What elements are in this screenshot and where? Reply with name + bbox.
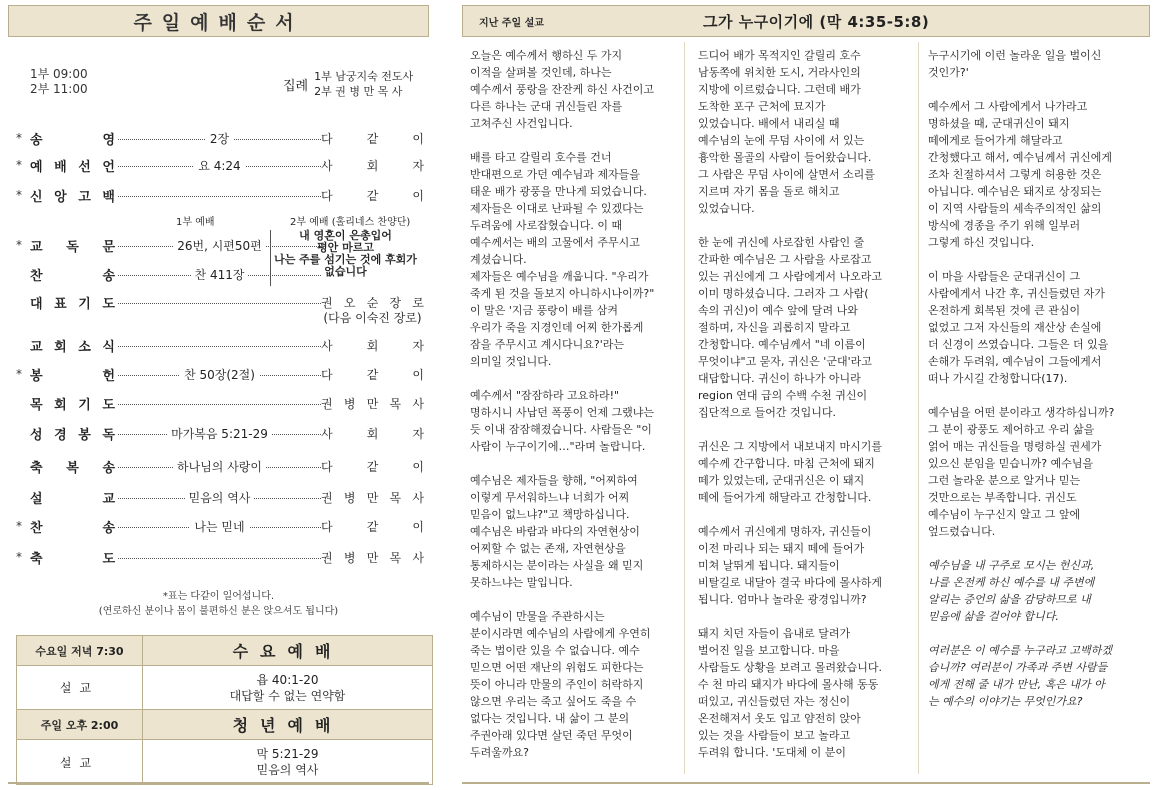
sermon-line: 누구시기에 이런 놀라운 일을 벌이신 xyxy=(928,49,1102,62)
sermon-line: 예수님이 만물을 주관하시는 xyxy=(470,610,605,623)
order-item-label: 축 복 송 xyxy=(30,460,116,476)
order-item xyxy=(8,487,429,507)
worship-order-panel xyxy=(8,5,429,782)
order-item-label: 축 도 xyxy=(30,551,116,567)
order-item-label: 신 앙 고 백 xyxy=(30,189,116,205)
wednesday-sermon-label: 설교 xyxy=(17,666,143,709)
order-item-detail: 2장 xyxy=(206,132,233,146)
second-service-subheader: 2부 예배 (홀리네스 찬양단) xyxy=(290,217,411,228)
sermon-line: 떠나 가시길 간청합니다(17). xyxy=(928,372,1068,385)
sermon-line: 두려워 합니다. '도대체 이 분이 xyxy=(698,746,847,759)
wednesday-title: 수요예배 xyxy=(232,642,343,661)
sermon-line: 태운 배가 광풍을 만나게 되었습니다. xyxy=(470,185,647,198)
sermon-line: 대답합니다. 귀신이 하나가 아니라 xyxy=(698,372,861,385)
order-item xyxy=(8,423,429,443)
sermon-line: 무엇이냐"고 묻자, 귀신은 '군대'라고 xyxy=(698,355,872,368)
sermon-line: 믿음이 없느냐?"고 책망하십니다. xyxy=(470,508,630,521)
order-item xyxy=(8,185,429,205)
youth-sermon-text: 막 5:21-29 xyxy=(256,747,319,761)
sermon-line: 방식에 경종을 주기 위해 일부러 xyxy=(928,219,1081,232)
sermon-line: 분이시라면 예수님의 사람에게 우연히 xyxy=(470,627,651,640)
sermon-line: 죽게 된 것을 돌보지 아니하시나이까?" xyxy=(470,287,655,300)
order-item-detail: 요 4:24 xyxy=(194,159,244,173)
sermon-paragraph xyxy=(928,642,1144,710)
sermon-line: 없다는 것입니다. 내 삶이 그 분의 xyxy=(470,712,630,725)
sermon-line: 예수께서 귀신에게 명하자, 귀신들이 xyxy=(698,525,872,538)
order-item-leader: 다 같 이 xyxy=(321,367,424,382)
sermon-line: 한 눈에 귀신에 사로잡힌 사람인 줄 xyxy=(698,236,865,249)
youth-title: 청년예배 xyxy=(232,716,343,735)
sermon-panel xyxy=(462,5,1150,782)
sermon-line: 도착한 포구 근처에 묘지가 xyxy=(698,100,826,113)
sermon-line: 떼에 들어가게 해달라고 간청합니다. xyxy=(698,491,872,504)
sermon-line: 나를 온전케 하신 예수를 내 주변에 xyxy=(928,576,1095,589)
weekly-services-table xyxy=(16,635,433,785)
order-item-label: 봉 헌 xyxy=(30,368,116,384)
sermon-line: 듯 이내 잠잠해졌습니다. 사람들은 "이 xyxy=(470,423,652,436)
order-item xyxy=(8,516,429,536)
sermon-line: 예수님은 제자들을 향해, "어찌하여 xyxy=(470,474,638,487)
officiant-line-2: 2부 권 병 만 목 사 xyxy=(314,85,403,98)
sermon-line: 오늘은 예수께서 행하신 두 가지 xyxy=(470,49,623,62)
sermon-line: 돼지 치던 자들이 읍내로 달려가 xyxy=(698,627,851,640)
sermon-line: 간청합니다. 예수님께서 "네 이름이 xyxy=(698,338,866,351)
sermon-paragraph xyxy=(928,557,1144,625)
sermon-title: 그가 누구이기에 (막 4:35-5:8) xyxy=(703,12,930,31)
sermon-paragraph xyxy=(698,234,908,421)
youth-sermon-row xyxy=(17,740,432,784)
sermon-paragraph xyxy=(470,608,675,761)
sermon-line: 통제하시는 분이라는 사실을 왜 믿지 xyxy=(470,559,644,572)
second-service-item: 내 영혼이 은총입어 xyxy=(299,229,392,242)
sermon-line: 떼가 있었는데, 군대귀신은 이 돼지 xyxy=(698,474,865,487)
sermon-line: 온전하게 회복된 것에 큰 관심이 xyxy=(928,304,1081,317)
standing-marker: * xyxy=(16,550,22,564)
order-item-detail: 26번, 시편50편 xyxy=(173,239,266,253)
sermon-line: 명하셨을 때, 군대귀신이 돼지 xyxy=(928,117,1070,130)
leader-dots xyxy=(118,303,321,304)
sermon-line: 두려울까요? xyxy=(470,746,529,759)
worship-order-title: 주일예배순서 xyxy=(8,5,429,37)
standing-marker: * xyxy=(16,131,22,145)
order-item xyxy=(8,155,429,175)
sermon-line: 있었습니다. xyxy=(698,202,755,215)
order-item-label: 설 교 xyxy=(30,491,116,507)
second-service-item: 나는 주를 섬기는 것에 후회가 xyxy=(274,253,417,266)
youth-sermon-label: 설교 xyxy=(17,740,143,784)
sermon-line: region 연대 급의 수백 수천 귀신이 xyxy=(698,389,868,402)
sermon-line: 귀신은 그 지방에서 내보내지 마시기를 xyxy=(698,440,883,453)
leader-dots xyxy=(118,404,321,405)
sermon-line: 예수님을 어떤 분이라고 생각하십니까? xyxy=(928,406,1115,419)
sermon-line: 습니까? 여러분이 가족과 주변 사람들 xyxy=(928,661,1108,674)
sermon-line: 얽어 매는 귀신들을 명령하실 권세가 xyxy=(928,440,1102,453)
sermon-line: 믿음에 삶을 걸어야 합니다. xyxy=(928,610,1059,623)
order-item-leader: 권 오 순 장 로 xyxy=(321,295,424,310)
order-item-leader: 권 병 만 목 사 xyxy=(321,490,424,505)
second-service-item: 평안 마르고 xyxy=(317,241,374,254)
sermon-line: 엎드렸습니다. xyxy=(928,525,996,538)
sermon-line: 조차 친절하셔서 그렇게 허용한 것은 xyxy=(928,168,1102,181)
service-time-1: 1부 09:00 xyxy=(30,67,88,81)
order-item-label: 예 배 선 언 xyxy=(30,159,116,175)
sermon-column-3 xyxy=(928,47,1144,727)
leader-dots xyxy=(118,558,321,559)
sermon-line: 제자들은 이대로 난파될 수 있겠다는 xyxy=(470,202,644,215)
sermon-header xyxy=(462,5,1150,37)
sermon-paragraph xyxy=(698,625,908,761)
standing-marker: * xyxy=(16,238,22,252)
sermon-line: 것만으로는 부족합니다. 귀신도 xyxy=(928,491,1077,504)
sermon-line: 예수님의 눈에 무덤 사이에 서 있는 xyxy=(698,134,865,147)
sermon-line: 어찌할 수 없는 존재, 자연현상을 xyxy=(470,542,626,555)
order-item-leader: 사 회 자 xyxy=(321,158,424,173)
sermon-line: 있으신 분임을 믿습니까? 예수님을 xyxy=(928,457,1094,470)
standing-marker: * xyxy=(16,519,22,533)
youth-header-row xyxy=(17,710,432,740)
sermon-line: 예수님이 누구신지 알고 그 앞에 xyxy=(928,508,1081,521)
officiant-block xyxy=(283,69,413,99)
sermon-line: 예수께 간구합니다. 마침 근처에 돼지 xyxy=(698,457,875,470)
sermon-line: 떠있고, 귀신들렸던 자는 정신이 xyxy=(698,695,851,708)
sermon-line: 이전 마리나 되는 돼지 떼에 들어가 xyxy=(698,542,865,555)
order-item-label: 교 독 문 xyxy=(30,239,116,255)
sermon-line: 고쳐주신 사건입니다. xyxy=(470,117,573,130)
sermon-line: 의미일 것입니다. xyxy=(470,355,552,368)
wednesday-header-row xyxy=(17,636,432,666)
sermon-line: 예수께서는 배의 고물에서 주무시고 xyxy=(470,236,640,249)
sermon-paragraph xyxy=(928,47,1144,81)
sermon-line: 속의 귀신)이 예수 앞에 달려 나와 xyxy=(698,304,858,317)
bottom-rule-right xyxy=(462,782,1150,784)
order-item-leader: 다 같 이 xyxy=(321,459,424,474)
sermon-line: 떼에게로 들어가게 해달라고 xyxy=(928,134,1063,147)
order-item-label: 교 회 소 식 xyxy=(30,339,116,355)
sermon-line: 사람이 누구이기에…"라며 놀랍니다. xyxy=(470,440,646,453)
order-item-leader: 사 회 자 xyxy=(321,338,424,353)
order-item-leader: 다 같 이 xyxy=(321,188,424,203)
sermon-line: 예수님은 바람과 바다의 자연현상이 xyxy=(470,525,640,538)
sermon-line: 잠을 주무시고 계시다니요?'라는 xyxy=(470,338,624,351)
order-item xyxy=(8,364,429,384)
sermon-line: 주권아래 있다면 살던 죽던 무엇이 xyxy=(470,729,633,742)
sermon-line: 비탈길로 내달아 결국 바다에 몰사하게 xyxy=(698,576,883,589)
sermon-line: 배를 타고 갈릴리 호수를 건너 xyxy=(470,151,612,164)
bottom-rule-left xyxy=(8,782,429,784)
order-item-detail: 찬 50장(2절) xyxy=(180,368,259,382)
leader-dots xyxy=(118,346,321,347)
wednesday-sermon-row xyxy=(17,666,432,710)
sermon-line: 지르며 자기 몸을 돌로 해치고 xyxy=(698,185,840,198)
sermon-line: 반대편으로 가던 예수님과 제자들을 xyxy=(470,168,640,181)
sermon-line: 있었습니다. 배에서 내리실 때 xyxy=(698,117,840,130)
sermon-paragraph xyxy=(698,523,908,608)
sermon-line: 손해가 두려워, 예수님이 그들에게서 xyxy=(928,355,1102,368)
order-item-label: 찬 송 xyxy=(30,268,116,284)
order-item-label: 대 표 기 도 xyxy=(30,296,116,312)
order-item-leader: 다 같 이 xyxy=(321,131,424,146)
order-item xyxy=(8,335,429,355)
first-service-subheader: 1부 예배 xyxy=(176,217,215,228)
leader-dots xyxy=(118,196,321,197)
sermon-paragraph xyxy=(470,149,675,370)
wednesday-time: 수요일 저녁 7:30 xyxy=(17,636,143,665)
order-item-leader: 다 같 이 xyxy=(321,519,424,534)
standing-marker: * xyxy=(16,367,22,381)
order-item xyxy=(8,128,429,148)
order-item-leader: 권 병 만 목 사 xyxy=(321,396,424,411)
order-item-detail: 찬 411장 xyxy=(191,268,249,282)
sermon-line: 간파한 예수님은 그 사람을 사로잡고 xyxy=(698,253,872,266)
sermon-line: 온전해져서 옷도 입고 얌전히 앉아 xyxy=(698,712,861,725)
sermon-line: 믿으면 어떤 재난의 위험도 피한다는 xyxy=(470,661,644,674)
sermon-paragraph xyxy=(470,47,675,132)
sermon-line: 이 지역 사람들의 세속주의적인 삶의 xyxy=(928,202,1102,215)
sermon-line: 제자들은 예수님을 깨웁니다. "우리가 xyxy=(470,270,649,283)
sermon-line: 이렇게 무서워하느냐 너희가 어찌 xyxy=(470,491,630,504)
sermon-paragraph xyxy=(470,387,675,455)
sermon-line: 뜻이 아니라 만물의 주인이 허락하지 xyxy=(470,678,644,691)
sermon-line: 집단적으로 들어간 것입니다. xyxy=(698,406,837,419)
service-time-2: 2부 11:00 xyxy=(30,82,88,96)
sermon-line: 그렇게 하신 것입니다. xyxy=(928,236,1035,249)
order-item-detail: 마가복음 5:21-29 xyxy=(167,427,272,441)
sermon-line: 간청했다고 해서, 예수님께서 귀신에게 xyxy=(928,151,1113,164)
sermon-paragraph xyxy=(928,98,1144,251)
sermon-line: 이적을 살펴볼 것인데, 하나는 xyxy=(470,66,612,79)
sermon-line: 그런 놀라운 분으로 알거나 믿는 xyxy=(928,474,1081,487)
order-item xyxy=(8,393,429,413)
column-divider xyxy=(684,42,685,774)
standing-marker: * xyxy=(16,188,22,202)
sermon-line: 이미 명하셨습니다. 그러자 그 사람( xyxy=(698,287,869,300)
sermon-column-2 xyxy=(698,47,908,778)
sermon-line: 미쳐 날뛰게 됩니다. 돼지들이 xyxy=(698,559,840,572)
order-item-label: 목 회 기 도 xyxy=(30,397,116,413)
sermon-line: 절하며, 자신을 괴롭히지 말라고 xyxy=(698,321,851,334)
sermon-paragraph xyxy=(698,438,908,506)
sermon-paragraph xyxy=(470,472,675,591)
sermon-line: 흉악한 몰골의 사람이 들어왔습니다. xyxy=(698,151,872,164)
sermon-paragraph xyxy=(928,268,1144,387)
order-item xyxy=(8,456,429,476)
second-service-items xyxy=(270,230,420,286)
sermon-line: 못하느냐는 말입니다. xyxy=(470,576,573,589)
sermon-line: 않으면 우리는 죽고 싶어도 죽을 수 xyxy=(470,695,637,708)
sermon-line: 그 사람은 무덤 사이에 살면서 소리를 xyxy=(698,168,875,181)
sermon-line: 있는 것을 사람들이 보고 놀라고 xyxy=(698,729,851,742)
officiant-line-1: 1부 남궁지숙 전도사 xyxy=(314,70,414,83)
sermon-line: 그 분이 광풍도 제어하고 우리 삶을 xyxy=(928,423,1095,436)
second-service-item: 없습니다 xyxy=(324,265,367,278)
sermon-line: 이 마을 사람들은 군대귀신이 그 xyxy=(928,270,1081,283)
youth-time: 주일 오후 2:00 xyxy=(17,710,143,739)
sermon-line: 이 말은 '지금 풍랑이 배를 삼켜 xyxy=(470,304,619,317)
order-item xyxy=(8,547,429,567)
seated-note: (연로하신 분이나 몸이 불편하신 분은 앉으셔도 됩니다) xyxy=(98,606,339,617)
service-times xyxy=(30,67,88,97)
wednesday-sermon-title: 대답할 수 없는 연약함 xyxy=(229,688,346,703)
order-item-detail: 하나님의 사랑이 xyxy=(173,460,266,474)
order-item-detail: 믿음의 역사 xyxy=(185,491,255,505)
order-item-label: 성 경 봉 독 xyxy=(30,427,116,443)
sermon-line: 명하시니 사납던 폭풍이 언제 그랬냐는 xyxy=(470,406,655,419)
sermon-line: 됩니다. 엄마나 놀라운 광경입니까? xyxy=(698,593,867,606)
sermon-line: 없었고 그저 자신들의 재산상 손실에 xyxy=(928,321,1102,334)
prayer-note: (다음 이숙진 장로) xyxy=(323,311,422,325)
sermon-line: 예수께서 그 사람에게서 나가라고 xyxy=(928,100,1088,113)
order-item-leader: 사 회 자 xyxy=(321,426,424,441)
sermon-line: 예수께서 풍랑을 잔잔케 하신 사건이고 xyxy=(470,83,655,96)
sermon-line: 지방에 이르렀습니다. 그런데 배가 xyxy=(698,83,861,96)
standing-note: *표는 다같이 일어섭니다. xyxy=(162,591,275,602)
sermon-line: 죽는 법이란 있을 수 없습니다. 예수 xyxy=(470,644,640,657)
sermon-line: 수 천 마리 돼지가 바다에 몰사해 동동 xyxy=(698,678,879,691)
sermon-line: 사람에게서 나간 후, 귀신들렸던 자가 xyxy=(928,287,1105,300)
sermon-line: 두려움에 사로잡혔습니다. 이 때 xyxy=(470,219,623,232)
sermon-line: 있는 귀신에게 그 사람에게서 나오라고 xyxy=(698,270,883,283)
officiant-label: 집례 xyxy=(283,78,309,94)
sermon-line: 더 신경이 쓰였습니다. 그들은 더 있을 xyxy=(928,338,1109,351)
youth-sermon-title: 믿음의 역사 xyxy=(256,763,319,777)
order-item-label: 찬 송 xyxy=(30,520,116,536)
sermon-paragraph xyxy=(928,404,1144,540)
wednesday-sermon-text: 욥 40:1-20 xyxy=(256,672,319,687)
sermon-line: 우리가 죽을 지경인데 어찌 한가롭게 xyxy=(470,321,644,334)
sermon-paragraph xyxy=(698,47,908,217)
order-item-leader: 권 병 만 목 사 xyxy=(321,550,424,565)
sermon-line: 다른 하나는 군대 귀신들린 자를 xyxy=(470,100,623,113)
column-divider xyxy=(918,42,919,774)
sermon-tag: 지난 주일 설교 xyxy=(479,17,544,29)
sermon-line: 알리는 증언의 삶을 감당하므로 내 xyxy=(928,593,1091,606)
sermon-line: 남동쪽에 위치한 도시, 거라사인의 xyxy=(698,66,861,79)
sermon-column-1 xyxy=(470,47,675,778)
sermon-line: 계셨습니다. xyxy=(470,253,527,266)
sermon-line: 예수께서 "잠잠하라 고요하라!" xyxy=(470,389,620,402)
sermon-line: 아닙니다. 예수님은 돼지로 상징되는 xyxy=(928,185,1102,198)
order-item-detail: 나는 믿네 xyxy=(190,520,248,534)
sermon-line: 것인가?' xyxy=(928,66,969,79)
sermon-line: 는 예수의 이야기는 무엇인가요? xyxy=(928,695,1083,708)
sermon-line: 여러분은 이 예수를 누구라고 고백하겠 xyxy=(928,644,1113,657)
standing-marker: * xyxy=(16,158,22,172)
sermon-line: 드디어 배가 목적지인 갈릴리 호수 xyxy=(698,49,861,62)
sermon-line: 사람들도 상황을 보려고 몰려왔습니다. xyxy=(698,661,883,674)
order-item-label: 송 영 xyxy=(30,132,116,148)
sermon-line: 예수님을 내 구주로 모시는 헌신과, xyxy=(928,559,1095,572)
sermon-line: 에게 전해 줄 내가 만난, 혹은 내가 아 xyxy=(928,678,1105,691)
sermon-line: 벌어진 일을 보고합니다. 마을 xyxy=(698,644,840,657)
